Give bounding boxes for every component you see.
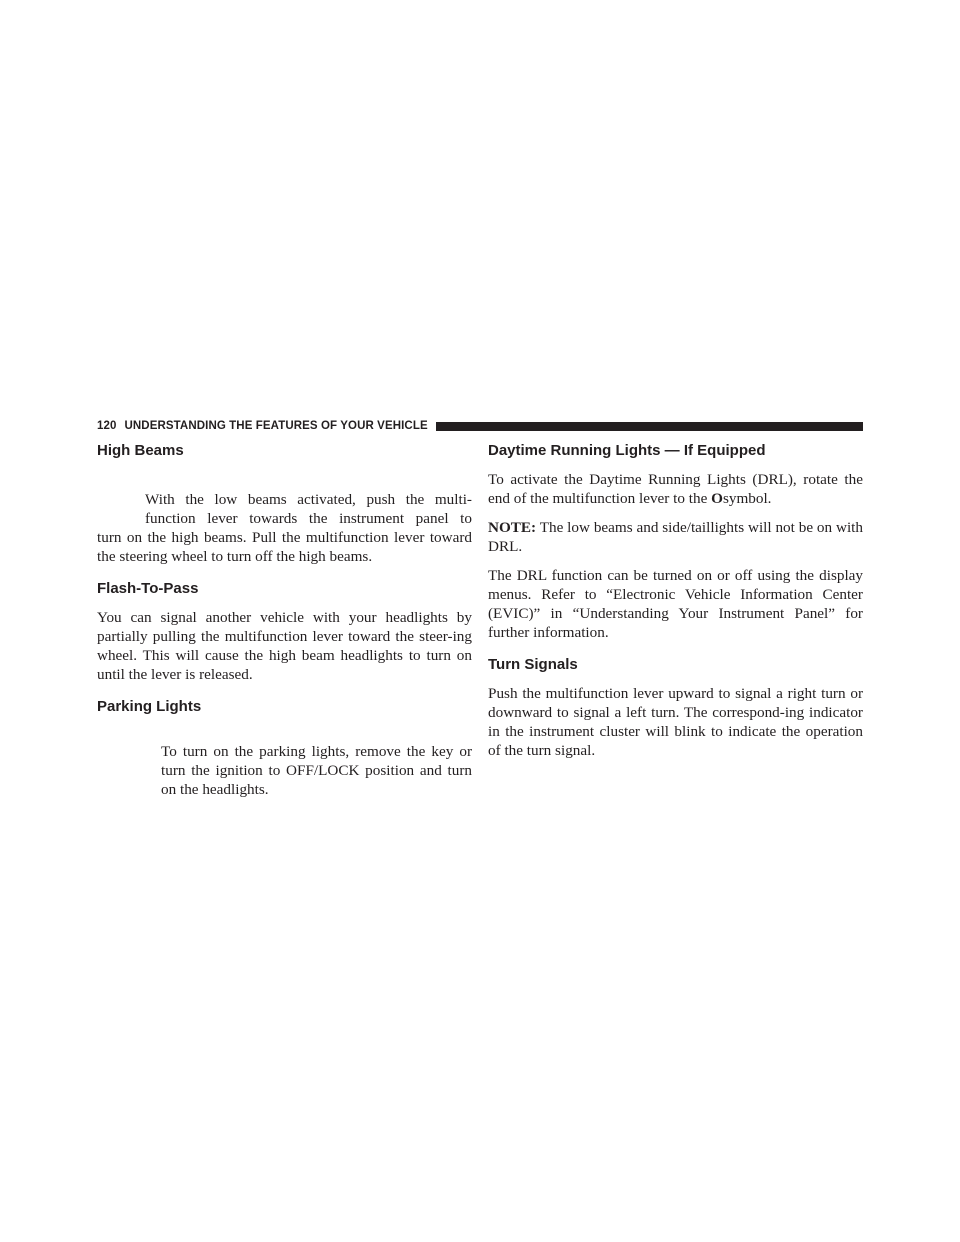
- drl-p1-text: To activate the Daytime Running Lights (DRL), rotate the end of the multifunction lever to the: [488, 471, 863, 507]
- high-beams-line-2: function lever towards the instrument panel to: [145, 510, 472, 527]
- left-column: [97, 440, 472, 799]
- note-text: The low beams and side/taillights will not be on with DRL.: [488, 519, 863, 555]
- heading-flash-to-pass: Flash-To-Pass: [97, 580, 199, 597]
- drl-paragraph-2: The DRL function can be turned on or off using the display menus. Refer to “Electronic Vehicle Information Center (EVIC)” in “Understanding Your Instrument Panel” for further information.: [488, 567, 863, 641]
- drl-paragraph-1: [488, 470, 863, 508]
- note-label: NOTE:: [488, 519, 537, 536]
- header-rule: [436, 422, 863, 431]
- turn-signals-body: Push the multifunction lever upward to signal a right turn or downward to signal a left turn. The correspond-ing indicator in the instrument cluster will blink to indicate the operation of the turn signal.: [488, 685, 863, 759]
- parking-lights-body: To turn on the parking lights, remove the key or turn the ignition to OFF/LOCK position and turn on the headlights.: [161, 743, 472, 798]
- flash-to-pass-body: You can signal another vehicle with your headlights by partially pulling the multifunction lever toward the steer-ing wheel. This will cause the high beam headlights to turn on until the lever is released.: [97, 609, 472, 683]
- high-beams-line-1: With the low beams activated, push the multi-: [145, 491, 472, 508]
- page-number: 120: [97, 420, 117, 432]
- high-beams-body: turn on the high beams. Pull the multifunction lever toward the steering wheel to turn off the high beams.: [97, 529, 472, 565]
- section-title: UNDERSTANDING THE FEATURES OF YOUR VEHICLE: [124, 420, 428, 432]
- drl-p1-end: symbol.: [722, 490, 772, 507]
- heading-turn-signals: Turn Signals: [488, 656, 578, 673]
- heading-high-beams: High Beams: [97, 442, 184, 459]
- drl-note: [488, 518, 863, 556]
- heading-drl: Daytime Running Lights — If Equipped: [488, 442, 766, 459]
- running-header: [97, 420, 863, 432]
- heading-parking-lights: Parking Lights: [97, 698, 202, 715]
- right-column: [488, 440, 863, 760]
- drl-o-symbol: O: [711, 490, 723, 507]
